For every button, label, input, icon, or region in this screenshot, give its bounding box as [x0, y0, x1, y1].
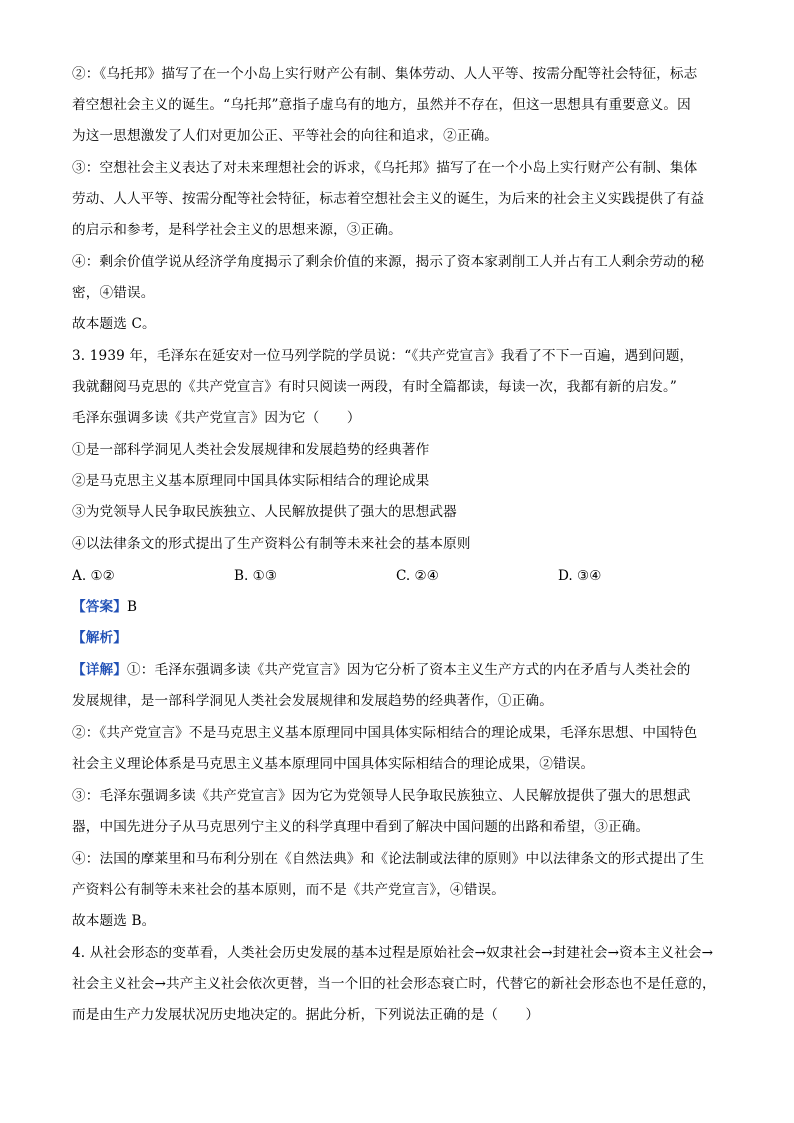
detail-item-2-line-2: 社会主义理论体系是马克思主义基本原理同中国具体实际相结合的理论成果，②错误。	[72, 756, 595, 772]
analysis-item-4-line-1: ④：剩余价值学说从经济学角度揭示了剩余价值的来源，揭示了资本家剥削工人并占有工人剩余劳动的秘	[72, 254, 705, 270]
answer-tag: 【答案】	[72, 599, 127, 615]
detail-item-1-line-2: 发展规律，是一部科学洞见人类社会发展规律和发展趋势的经典著作，①正确。	[72, 693, 554, 709]
detail-item-4-line-1: ④：法国的摩莱里和马布利分别在《自然法典》和《论法制或法律的原则》中以法律条文的形式提出了生	[72, 851, 705, 867]
question-3-stem-line-2: 我就翻阅马克思的《共产党宣言》有时只阅读一两段，有时全篇都读，每读一次，我都有新的启发。”	[72, 379, 678, 395]
detail-item-4-line-2: 产资料公有制等未来社会的基本原则，而不是《共产党宣言》，④错误。	[72, 882, 505, 898]
question-4-stem-line-2: 社会主义社会→共产主义社会依次更替，当一个旧的社会形态衰亡时，代替它的新社会形态也不是任意的，	[72, 976, 716, 992]
analysis-item-3-line-2: 劳动、人人平等、按需分配等社会特征，标志着空想社会主义的诞生，为后来的社会主义实践提供了有益	[72, 191, 705, 207]
question-3-conclusion: 故本题选 B。	[72, 913, 156, 929]
question-3-stem-line-1: 3. 1939 年，毛泽东在延安对一位马列学院的学员说：“《共产党宣言》我看了不下一百遍，遇到问题，	[72, 348, 694, 364]
analysis-item-2-line-2: 着空想社会主义的诞生。“乌托邦”意指子虚乌有的地方，虽然并不存在，但这一思想具有重要意义。因	[72, 97, 691, 113]
analysis-item-2-line-3: 为这一思想激发了人们对更加公正、平等社会的向往和追求，②正确。	[72, 128, 499, 144]
analysis-item-3-line-1: ③：空想社会主义表达了对未来理想社会的诉求，《乌托邦》描写了在一个小岛上实行财产公有制、集体	[72, 160, 698, 176]
option-b: B. ①③	[234, 568, 278, 584]
analysis-item-3-line-3: 的启示和参考，是科学社会主义的思想来源，③正确。	[72, 222, 402, 238]
detail-item-2-line-1: ②：《共产党宣言》不是马克思主义基本原理同中国具体实际相结合的理论成果，毛泽东思想、中国特色	[72, 725, 698, 741]
detail-tag: 【详解】	[72, 662, 127, 678]
detail-item-1-line-1	[72, 660, 690, 680]
question-3-item-2: ②是马克思主义基本原理同中国具体实际相结合的理论成果	[72, 473, 430, 489]
question-3-item-3: ③为党领导人民争取民族独立、人民解放提供了强大的思想武器	[72, 504, 457, 520]
option-d: D. ③④	[558, 568, 602, 584]
analysis-item-2-line-1: ②：《乌托邦》描写了在一个小岛上实行财产公有制、集体劳动、人人平等、按需分配等社会特征，标志	[72, 66, 698, 82]
detail-item-3-line-2: 器，中国先进分子从马克思列宁主义的科学真理中看到了解决中国问题的出路和希望，③正确。	[72, 819, 650, 835]
question-3-stem-line-3: 毛泽东强调多读《共产党宣言》因为它（ ）	[72, 410, 361, 426]
question-2-conclusion: 故本题选 C。	[72, 316, 156, 332]
option-c: C. ②④	[396, 568, 439, 584]
option-a: A. ①②	[72, 568, 115, 584]
analysis-tag: 【解析】	[72, 630, 127, 646]
detail-item-1-text: ①：毛泽东强调多读《共产党宣言》因为它分析了资本主义生产方式的内在矛盾与人类社会的	[126, 662, 691, 678]
analysis-heading	[72, 628, 127, 648]
answer-line	[72, 597, 137, 617]
answer-value: B	[126, 599, 138, 615]
detail-item-3-line-1: ③：毛泽东强调多读《共产党宣言》因为它为党领导人民争取民族独立、人民解放提供了强大的思想武	[72, 788, 691, 804]
question-4-stem-line-1: 4. 从社会形态的变革看，人类社会历史发展的基本过程是原始社会→奴隶社会→封建社会→资本主义社会→	[72, 945, 714, 961]
question-3-item-4: ④以法律条文的形式提出了生产资料公有制等未来社会的基本原则	[72, 536, 471, 552]
question-4-stem-line-3: 而是由生产力发展状况历史地决定的。据此分析，下列说法正确的是（ ）	[72, 1007, 540, 1023]
question-3-item-1: ①是一部科学洞见人类社会发展规律和发展趋势的经典著作	[72, 442, 430, 458]
analysis-item-4-line-2: 密，④错误。	[72, 285, 155, 301]
